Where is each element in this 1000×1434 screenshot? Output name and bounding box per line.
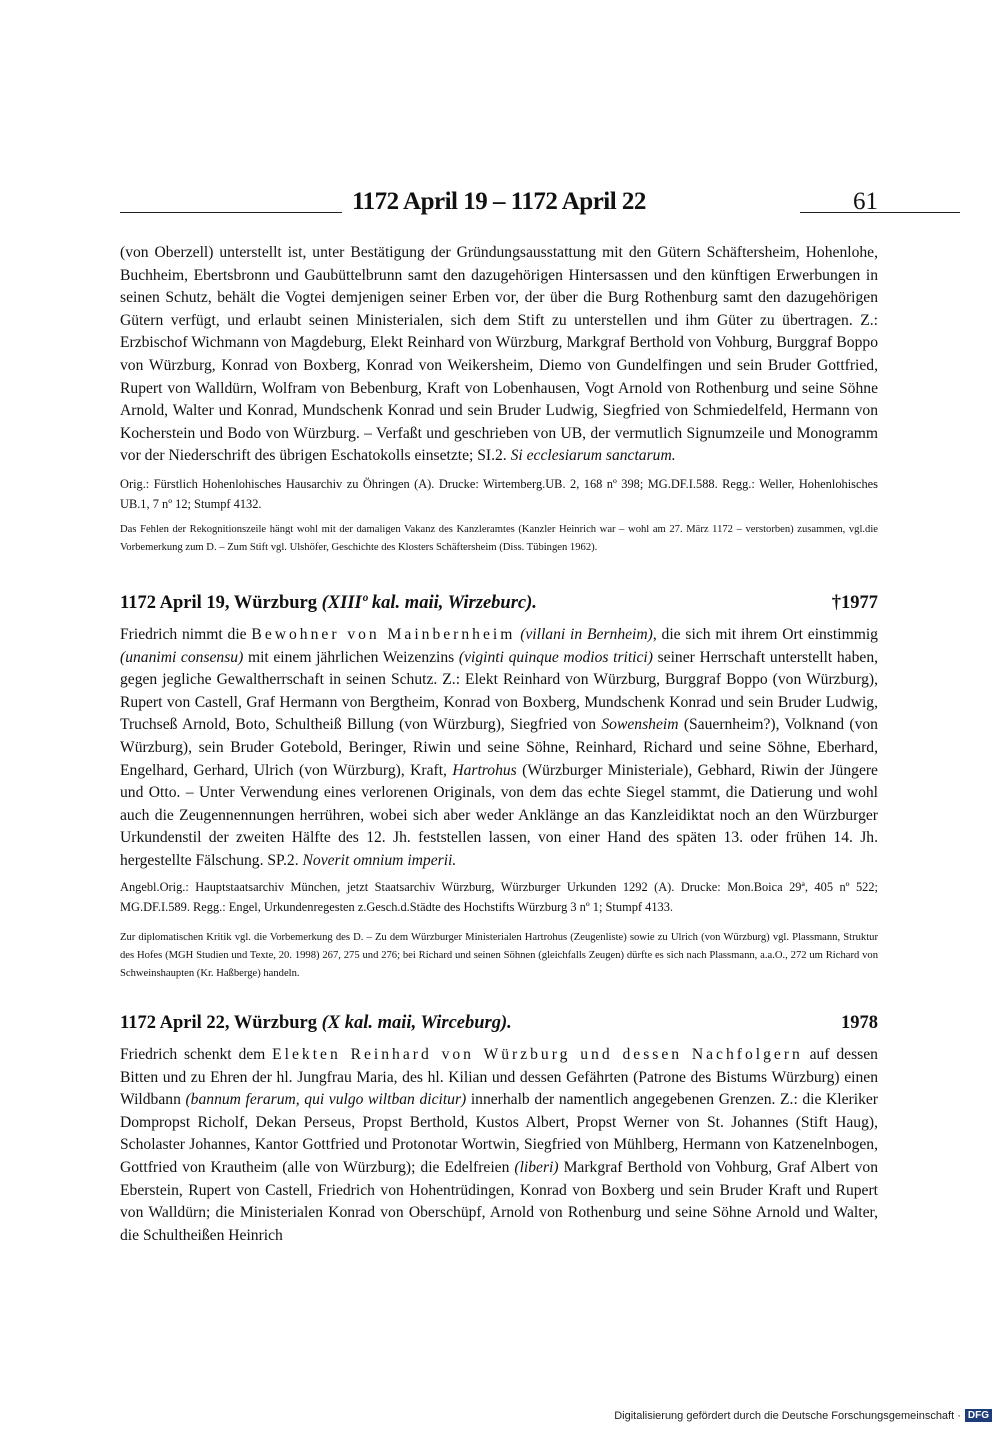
entry-1978-summary: Friedrich schenkt dem Elekten Reinhard von Würzburg und dessen Nachfolgern auf dessen Bitten und zu Ehren der hl. Jungfrau Maria, des hl. Kilian und dessen Gefährten (Patrone des Bistums Würzburg) einen Wildbann (bannum ferarum, qui vulgo wiltban dicitur) innerhalb der namentlich angegebenen Grenzen. Z.: die Kleriker Dompropst Richolf, Dekan Perseus, Propst Berthold, Kustos Albert, Propst Werner von St. Johannes (Stift Haug), Scholaster Johannes, Kantor Gottfried und Protonotar Wortwin, Siegfried von Mühlberg, Hermann von Katzenelnbogen, Gottfried von Krautheim (alle von Würzburg); die Edelfreien (liberi) Markgraf Berthold von Vohburg, Graf Albert von Eberstein, Rupert von Castell, Friedrich von Hohentrüdingen, Konrad von Boxberg und sein Bruder Kraft und Rupert von Walldürn; die Ministerialen Konrad von Oberschüpf, Arnold von Rothenburg und seine Söhne Arnold und Walter, die Schultheißen Heinrich bbox=[120, 1046, 879, 1244]
prev-entry-incipit: Si ecclesiarum sanctarum. bbox=[510, 447, 676, 465]
entry-heading-1977 bbox=[120, 593, 878, 619]
running-title: 1172 April 19 – 1172 April 22 bbox=[352, 188, 646, 215]
entry-date-latin: (XIIIº kal. maii, Wirzeburc). bbox=[321, 593, 537, 613]
prev-entry-summary: (von Oberzell) unterstellt ist, unter Bestätigung der Gründungsausstattung mit den Gütern Schäftersheim, Hohenlohe, Buchheim, Ebertsbronn und Gaubüttelbrunn samt den dazugehörigen Hintersassen und den künftigen Erwerbungen in seinen Schutz, behält die Vogtei demjenigen seiner Erben vor, der über die Burg Rothenburg samt den dazugehörigen Gütern verfügt, und erlaubt seinen Ministerialen, sich dem Stift zu unterstellen und ihm Güter zu übertragen. Z.: Erzbischof Wichmann von Magdeburg, Elekt Reinhard von Würzburg, Markgraf Berthold von Vohburg, Burggraf Boppo von Würzburg, Konrad von Boxberg, Konrad von Weikersheim, Diemo von Gundelfingen und sein Bruder Gottfried, Rupert von Walldürn, Wolfram von Bebenburg, Kraft von Lobenhausen, Vogt Arnold von Rothenburg und seine Söhne Arnold, Walter und Konrad, Mundschenk Konrad und sein Bruder Ludwig, Siegfried von Schmiedelfeld, Hermann von Kocherstein und Bodo von Würzburg. – Verfaßt und geschrieben von UB, der vermutlich Signumzeile und Monogramm vor der Niederschrift des übrigen Eschatokolls einsetzte; SI.2. Si ecclesiarum sanctarum. bbox=[120, 244, 878, 465]
entry-1977-sources: Angebl.Orig.: Hauptstaatsarchiv München, jetzt Staatsarchiv Würzburg, Würzburger Urkunden 1292 (A). Drucke: Mon.Boica 29ª, 405 nº 522; MG.DF.I.589. Regg.: Engel, Urkundenregesten z.Gesch.d.Städte des Hochstifts Würzburg 3 nº 1; Stumpf 4133. bbox=[120, 880, 878, 914]
entry-1977-summary: Friedrich nimmt die Bewohner von Mainbernheim (villani in Bernheim), die sich mit ihrem Ort einstimmig (unanimi consensu) mit einem jährlichen Weizenzins (viginti quinque modios tritici) seiner Herrschaft unterstellt haben, gegen jegliche Gewaltherrschaft in seinen Schutz. Z.: Elekt Reinhard von Würzburg, Burggraf Boppo (von Würzburg), Rupert von Castell, Graf Hermann von Bergtheim, Konrad von Boxberg, Mundschenk Konrad und sein Bruder Ludwig, Truchseß Arnold, Boto, Schultheiß Billung (von Würzburg), Siegfried von Sowensheim (Sauernheim?), Volknand (von Würzburg), sein Bruder Gotebold, Beringer, Riwin und seine Söhne, Reinhard, Richard und seine Söhne, Eberhard, Engelhard, Gerhard, Ulrich (von Würzburg), Kraft, Hartrohus (Würzburger Ministeriale), Gebhard, Riwin der Jüngere und Otto. – Unter Verwendung eines verlorenen Originals, von dem das echte Siegel stammt, die Datierung und wohl auch die Zeugennennungen herrühren, wobei sich aber weder Anklänge an das Kanzleidiktat noch an den Würzburger Urkundenstil der zweiten Hälfte des 12. Jh. feststellen lassen, von einer Hand des späten 13. oder frühen 14. Jh. hergestellte Fälschung. SP.2. Noverit omnium imperii. bbox=[120, 626, 879, 869]
prev-entry-note: Das Fehlen der Rekognitionszeile hängt wohl mit der damaligen Vakanz des Kanzleramtes (Kanzler Heinrich war – wohl am 27. März 1172 – verstorben) zusammen, vgl.die Vorbemerkung zum D. – Zum Stift vgl. Ulshöfer, Geschichte des Klosters Schäftersheim (Diss. Tübingen 1962). bbox=[120, 524, 878, 553]
entry-number: †1977 bbox=[831, 593, 878, 613]
entry-number: 1978 bbox=[841, 1013, 878, 1033]
footer-text: Digitalisierung gefördert durch die Deutsche Forschungsgemeinschaft · bbox=[614, 1409, 961, 1422]
dfg-logo: DFG bbox=[965, 1409, 992, 1422]
prev-entry-sources: Orig.: Fürstlich Hohenlohisches Hausarchiv zu Öhringen (A). Drucke: Wirtemberg.UB. 2, 168 nº 398; MG.DF.I.588. Regg.: Weller, Hohenlohisches UB.1, 7 nº 12; Stumpf 4132. bbox=[120, 477, 878, 511]
entry-date-place: 1172 April 22, Würzburg bbox=[120, 1013, 318, 1033]
entry-date-place: 1172 April 19, Würzburg bbox=[120, 593, 318, 613]
entry-1977-note: Zur diplomatischen Kritik vgl. die Vorbemerkung des D. – Zu dem Würzburger Ministerialen Hartrohus (Zeugenliste) sowie zu Ulrich (von Würzburg) vgl. Plassmann, Struktur des Hofes (MGH Studien und Texte, 20. 1998) 267, 275 und 276; bei Richard und seinen Söhnen (gleichfalls Zeugen) dürfte es sich nach Plassmann, a.a.O., 272 um Richard von Schweinshaupten (Kr. Haßberge) handeln. bbox=[120, 932, 878, 979]
spaced-recipient: Elekten Reinhard von Würzburg und dessen Nachfolgern bbox=[272, 1046, 803, 1063]
header-rule-right bbox=[800, 212, 960, 213]
running-head bbox=[120, 188, 878, 220]
page-number: 61 bbox=[853, 188, 878, 215]
entry-heading-1978 bbox=[120, 1013, 878, 1039]
entry-date-latin: (X kal. maii, Wirceburg). bbox=[321, 1013, 512, 1033]
spaced-recipient: Bewohner von Mainbernheim bbox=[251, 626, 516, 643]
dfg-footer bbox=[614, 1409, 992, 1422]
